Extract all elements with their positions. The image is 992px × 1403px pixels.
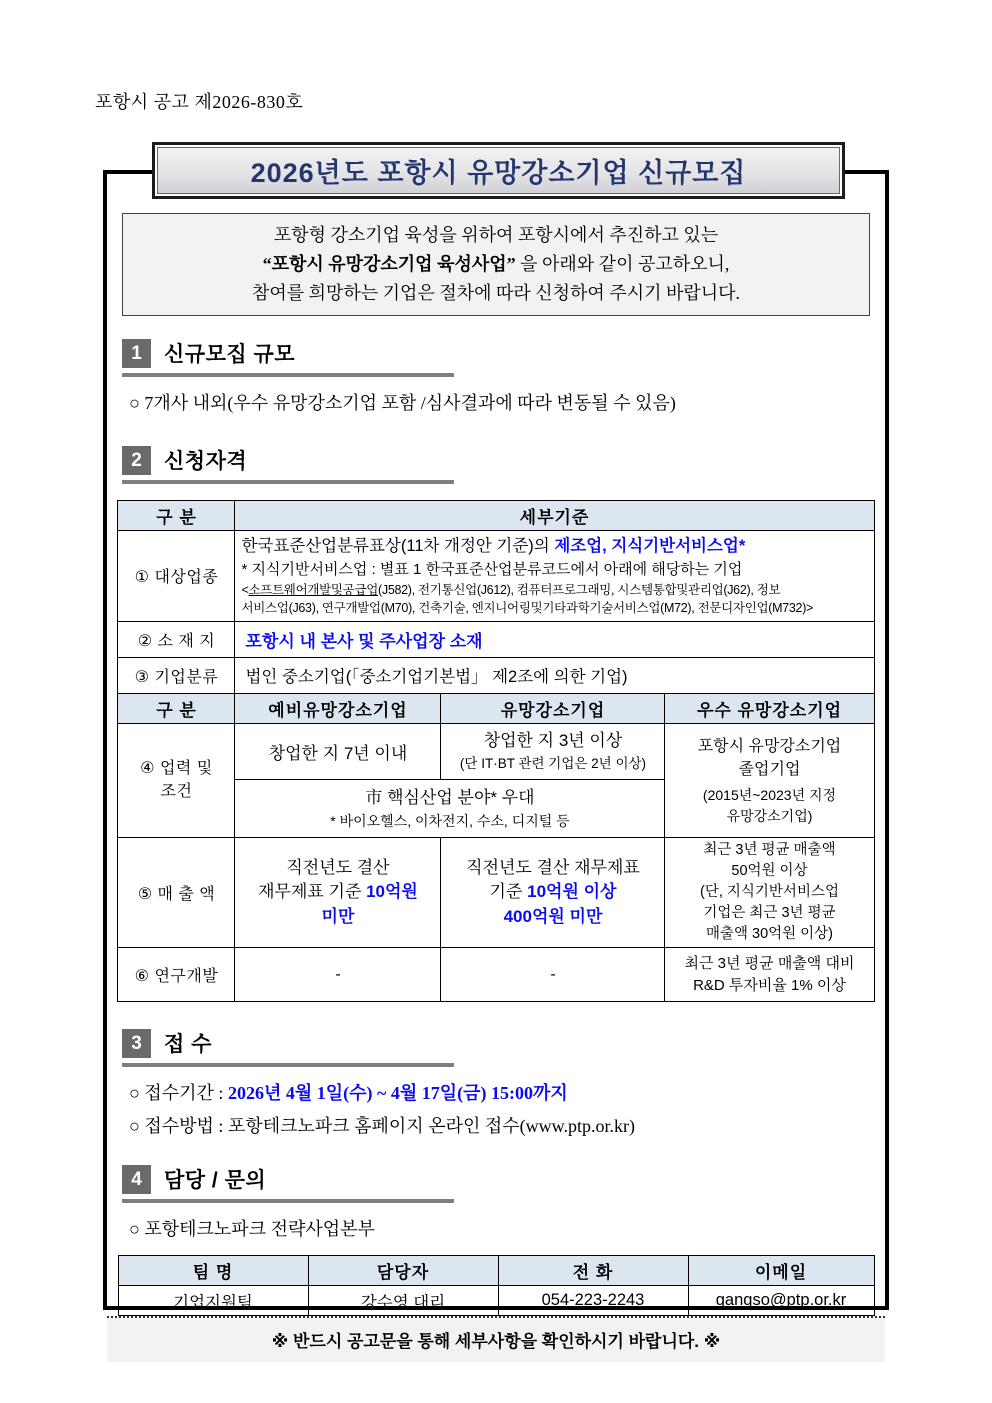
qual-row5-pre-l2: 재무제표 기준	[258, 882, 367, 902]
qual-row-rnd	[118, 948, 874, 1002]
footer-note: ※ 반드시 공고문을 통해 세부사항을 확인하시기 바랍니다. ※	[107, 1316, 885, 1362]
qual-row4-exc-l2: 졸업기업	[738, 761, 801, 779]
section-3-bullet-method: ○ 접수방법 : 포항테크노파크 홈페이지 온라인 접수(www.ptp.or.kr)	[129, 1116, 635, 1136]
qual-row1-l2: * 지식기반서비스업 : 별표 1 한국표준산업분류코드에서 아래에 해당하는 기업	[241, 560, 743, 578]
qual-row4-mid-l2: * 바이오헬스, 이차전지, 수소, 디지털 등	[330, 812, 570, 829]
section-2-title: 신청자격	[164, 450, 248, 473]
qual-row6-label: ⑥ 연구개발	[118, 948, 235, 1002]
qual-row-classification	[118, 657, 874, 693]
document-border-box	[103, 170, 889, 1351]
qual-row4-prom-l2: (단 IT·BT 관련 기업은 2년 이상)	[459, 755, 647, 771]
contact-phone: 054-223-2243	[498, 1286, 688, 1316]
contact-table	[118, 1255, 875, 1316]
section-3-bullet-period	[129, 1080, 870, 1107]
qual-row6-promising: -	[441, 948, 665, 1002]
qual-row4-label	[118, 723, 235, 837]
contact-h-email: 이메일	[688, 1256, 874, 1286]
contact-h-team: 팀 명	[118, 1256, 308, 1286]
qual-row5-pre-l1: 직전년도 결산	[286, 857, 390, 877]
intro-line-2	[127, 250, 865, 279]
period-value: 2026년 4월 1일(수) ~ 4월 17일(금) 15:00까지	[227, 1083, 568, 1103]
notice-number: 포항시 공고 제2026-830호	[95, 92, 304, 112]
qual-row4-mid-l1: 市 핵심산업 분야* 우대	[365, 787, 535, 807]
document-title-box	[152, 142, 845, 199]
qual-row1-l1: 한국표준산업분류표상(11차 개정안 기준)의	[241, 537, 555, 555]
contact-h-phone: 전 화	[498, 1256, 688, 1286]
qual-row4-pre: 창업한 지 7년 이내	[235, 723, 441, 779]
qual-row5-pre	[235, 837, 441, 947]
contact-person: 강수영 대리	[308, 1286, 498, 1316]
qual-h1-category: 구 분	[118, 501, 235, 531]
section-4-bullet: ○ 포항테크노파크 전략사업본부	[129, 1219, 375, 1239]
qual-h2-pre: 예비유망강소기업	[235, 693, 441, 723]
qual-row4-prom-l1: 창업한 지 3년 이상	[483, 731, 623, 751]
qual-h2-excellent: 우수 유망강소기업	[665, 693, 874, 723]
section-4-number: 4	[122, 1165, 151, 1194]
qual-row5-prom-l2: 기준	[489, 882, 528, 902]
qual-row5-pre-l3: 미만	[321, 906, 355, 926]
contact-h-person: 담당자	[308, 1256, 498, 1286]
contact-team: 기업지원팀	[118, 1286, 308, 1316]
section-2-header	[122, 445, 454, 484]
qual-row1-l3-open: <	[241, 582, 249, 597]
qual-row5-exc-l4: 기업은 최근 3년 평균	[703, 904, 836, 921]
qual-row-location	[118, 621, 874, 657]
section-3-number: 3	[122, 1029, 151, 1058]
qual-row3-value: 법인 중소기업(「중소기업기본법」 제2조에 의한 기업)	[235, 657, 874, 693]
intro-box	[122, 213, 870, 316]
qual-row4-core-industry	[235, 779, 665, 837]
qual-row-revenue	[118, 837, 874, 947]
qual-row4-exc-l3: (2015년~2023년 지정	[702, 787, 837, 804]
qual-row4-promising	[441, 723, 665, 779]
qualification-table	[117, 500, 874, 1002]
qual-h1-criteria: 세부기준	[235, 501, 874, 531]
qual-row1-label: ① 대상업종	[118, 531, 235, 622]
section-3-header	[122, 1028, 454, 1067]
qual-row4-exc-l4: 유망강소기업)	[726, 807, 813, 824]
qual-row1-l4: 서비스업(J63), 연구개발업(M70), 건축기술, 엔지니어링및기타과학기술서비스업(M72), 전문디자인업(M732)>	[241, 600, 814, 615]
intro-line-1: 포항형 강소기업 육성을 위하여 포항시에서 추진하고 있는	[273, 225, 719, 245]
qual-row5-pre-l2-blue: 10억원	[366, 882, 418, 902]
qual-row1-l1-blue: 제조업, 지식기반서비스업*	[554, 537, 746, 555]
document-title: 2026년도 포항시 유망강소기업 신규모집	[250, 158, 747, 188]
qual-header-row-2	[118, 693, 874, 723]
qual-row5-prom-l2-blue: 10억원 이상	[527, 882, 617, 902]
section-1-title: 신규모집 규모	[164, 343, 296, 366]
intro-line-2-bold: “포항시 유망강소기업 육성사업”	[262, 254, 516, 274]
period-label: ○ 접수기간 :	[129, 1083, 228, 1103]
qual-row5-prom-l3: 400억원 미만	[503, 906, 603, 926]
qual-row4-excellent	[665, 723, 874, 837]
qual-row4-exc-l1: 포항시 유망강소기업	[697, 737, 842, 755]
qual-h2-category: 구 분	[118, 693, 235, 723]
qual-row-history-top	[118, 723, 874, 779]
section-2-number: 2	[122, 446, 151, 475]
qual-row5-prom-l1: 직전년도 결산 재무제표	[466, 857, 640, 877]
qual-row5-exc-l2: 50억원 이상	[731, 862, 808, 879]
section-4-header	[122, 1164, 454, 1203]
qual-header-row-1	[118, 501, 874, 531]
qual-row5-exc-l5: 매출액 30억원 이상)	[705, 925, 834, 942]
qual-row5-promising	[441, 837, 665, 947]
qual-row3-label: ③ 기업분류	[118, 657, 235, 693]
qual-row-industry	[118, 531, 874, 622]
qual-row5-label: ⑤ 매 출 액	[118, 837, 235, 947]
qual-row6-pre: -	[235, 948, 441, 1002]
section-3-title: 접 수	[164, 1033, 212, 1056]
section-1-header	[122, 338, 454, 377]
qual-row1-l3-underline: 소프트웨어개발및공급업	[248, 582, 379, 597]
section-4-title: 담당 / 문의	[164, 1169, 267, 1192]
qual-row4-label-l2: 조건	[160, 783, 193, 801]
qual-h2-promising: 유망강소기업	[441, 693, 665, 723]
qual-row6-exc-l2: R&D 투자비율 1% 이상	[693, 976, 846, 994]
contact-data-row	[118, 1286, 874, 1316]
qual-row6-excellent	[665, 948, 874, 1002]
qual-row5-exc-l3: (단, 지식기반서비스업	[700, 883, 839, 900]
contact-header-row	[118, 1256, 874, 1286]
qual-row1-l3-rest: (J582), 전기통신업(J612), 컴퓨터프로그래밍, 시스템통합및관리업(J62), 정보	[378, 582, 781, 597]
qual-row5-excellent	[665, 837, 874, 947]
qual-row1-content	[235, 531, 874, 622]
qual-row2-value: 포항시 내 본사 및 주사업장 소재	[235, 621, 874, 657]
intro-line-2-rest: 을 아래와 같이 공고하오니,	[515, 254, 730, 274]
qual-row2-label: ② 소 재 지	[118, 621, 235, 657]
qual-row5-exc-l1: 최근 3년 평균 매출액	[703, 841, 836, 858]
section-1-bullet: ○ 7개사 내외(우수 유망강소기업 포함 /심사결과에 따라 변동될 수 있음)	[129, 393, 676, 413]
intro-line-3: 참여를 희망하는 기업은 절차에 따라 신청하여 주시기 바랍니다.	[251, 283, 741, 303]
qual-row4-label-l1: ④ 업력 및	[140, 760, 213, 778]
qual-row6-exc-l1: 최근 3년 평균 매출액 대비	[684, 954, 855, 972]
section-1-number: 1	[122, 339, 151, 368]
contact-email: gangso@ptp.or.kr	[688, 1286, 874, 1316]
